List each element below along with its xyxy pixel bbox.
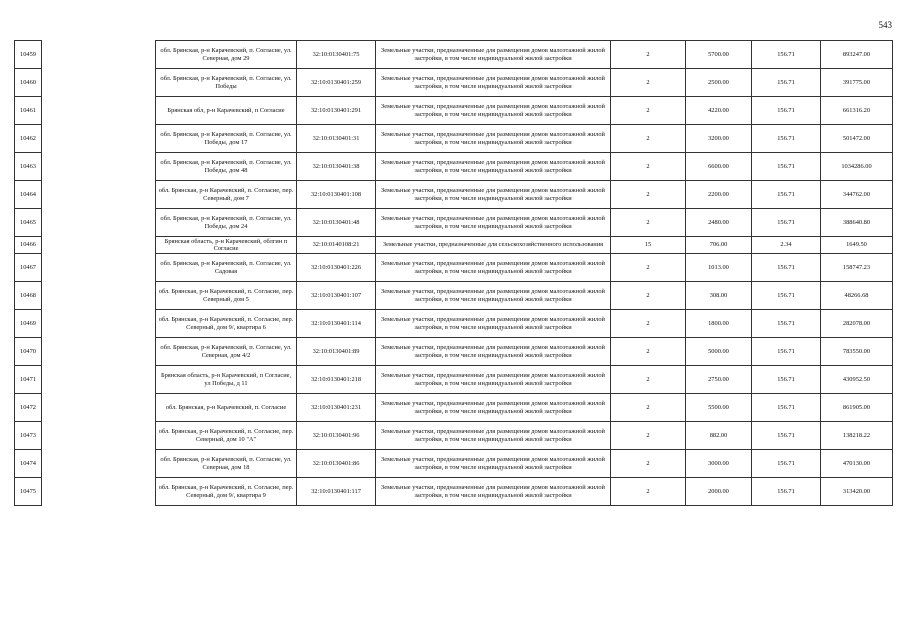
spacer-cell xyxy=(42,422,156,450)
land-purpose-cell: Земельные участки, предназначенные для размещения домов малоэтажной жилой застройки, в том числе индивидуальной жилой застройки xyxy=(376,41,611,69)
spacer-cell xyxy=(42,181,156,209)
record-number: 10468 xyxy=(15,282,42,310)
cadastral-number-cell: 32:10:0130401:218 xyxy=(297,366,376,394)
record-number: 10465 xyxy=(15,209,42,237)
area-cell: 2750.00 xyxy=(686,366,752,394)
cadastral-value-cell: 388640.80 xyxy=(821,209,893,237)
cadastral-number-cell: 32:10:0130401:96 xyxy=(297,422,376,450)
area-cell: 5000.00 xyxy=(686,338,752,366)
record-number: 10462 xyxy=(15,125,42,153)
land-purpose-cell: Земельные участки, предназначенные для размещения домов малоэтажной жилой застройки, в том числе индивидуальной жилой застройки xyxy=(376,69,611,97)
spacer-cell xyxy=(42,338,156,366)
cadastral-number-cell: 32:10:0130401:48 xyxy=(297,209,376,237)
cadastral-number-cell: 32:10:0130401:291 xyxy=(297,97,376,125)
area-cell: 5500.00 xyxy=(686,394,752,422)
spacer-cell xyxy=(42,209,156,237)
table-row xyxy=(15,181,893,209)
record-number: 10470 xyxy=(15,338,42,366)
land-purpose-cell: Земельные участки, предназначенные для размещения домов малоэтажной жилой застройки, в том числе индивидуальной жилой застройки xyxy=(376,97,611,125)
land-registry-table xyxy=(14,40,893,506)
group-cell: 2 xyxy=(611,282,686,310)
spacer-cell xyxy=(42,97,156,125)
cadastral-value-cell: 391775.00 xyxy=(821,69,893,97)
land-purpose-cell: Земельные участки, предназначенные для размещения домов малоэтажной жилой застройки, в том числе индивидуальной жилой застройки xyxy=(376,254,611,282)
spacer-cell xyxy=(42,254,156,282)
table-row xyxy=(15,69,893,97)
cadastral-number-cell: 32:10:0130401:226 xyxy=(297,254,376,282)
group-cell: 2 xyxy=(611,69,686,97)
table-row xyxy=(15,338,893,366)
area-cell: 5700.00 xyxy=(686,41,752,69)
rate-cell: 156.71 xyxy=(752,209,821,237)
spacer-cell xyxy=(42,153,156,181)
area-cell: 6600.00 xyxy=(686,153,752,181)
cadastral-value-cell: 313420.00 xyxy=(821,478,893,506)
address-cell: Брянская область, р-н Карачевский, п Согласие, ул Победы, д 11 xyxy=(156,366,297,394)
cadastral-value-cell: 661316.20 xyxy=(821,97,893,125)
cadastral-value-cell: 344762.00 xyxy=(821,181,893,209)
record-number: 10471 xyxy=(15,366,42,394)
registry-body xyxy=(15,41,893,506)
page-number: 543 xyxy=(878,20,892,30)
area-cell: 4220.00 xyxy=(686,97,752,125)
spacer-cell xyxy=(42,237,156,254)
address-cell: обл. Брянская, р-н Карачевский, п. Согласие, пер. Северный, дом 10 "А" xyxy=(156,422,297,450)
rate-cell: 156.71 xyxy=(752,394,821,422)
address-cell: обл. Брянская, р-н Карачевский, п. Согласие, пер. Северный, дом 9/, квартира 9 xyxy=(156,478,297,506)
area-cell: 1800.00 xyxy=(686,310,752,338)
group-cell: 2 xyxy=(611,366,686,394)
cadastral-value-cell: 861905.00 xyxy=(821,394,893,422)
rate-cell: 156.71 xyxy=(752,125,821,153)
address-cell: обл. Брянская, р-н Карачевский, п. Согласие, пер. Северный, дом 9/, квартира 6 xyxy=(156,310,297,338)
address-cell: обл. Брянская, р-н Карачевский, п. Согласие, ул. Северная, дом 4/2 xyxy=(156,338,297,366)
land-purpose-cell: Земельные участки, предназначенные для размещения домов малоэтажной жилой застройки, в том числе индивидуальной жилой застройки xyxy=(376,338,611,366)
record-number: 10460 xyxy=(15,69,42,97)
rate-cell: 156.71 xyxy=(752,450,821,478)
address-cell: Брянская обл, р-н Карачевский, п Согласие xyxy=(156,97,297,125)
group-cell: 2 xyxy=(611,153,686,181)
record-number: 10459 xyxy=(15,41,42,69)
group-cell: 15 xyxy=(611,237,686,254)
spacer-cell xyxy=(42,125,156,153)
area-cell: 308.00 xyxy=(686,282,752,310)
cadastral-number-cell: 32:10:0130401:231 xyxy=(297,394,376,422)
table-row xyxy=(15,237,893,254)
record-number: 10474 xyxy=(15,450,42,478)
spacer-cell xyxy=(42,282,156,310)
group-cell: 2 xyxy=(611,181,686,209)
record-number: 10463 xyxy=(15,153,42,181)
cadastral-number-cell: 32:10:0130401:86 xyxy=(297,450,376,478)
land-purpose-cell: Земельные участки, предназначенные для размещения домов малоэтажной жилой застройки, в том числе индивидуальной жилой застройки xyxy=(376,478,611,506)
spacer-cell xyxy=(42,450,156,478)
cadastral-number-cell: 32:10:0130401:108 xyxy=(297,181,376,209)
land-purpose-cell: Земельные участки, предназначенные для размещения домов малоэтажной жилой застройки, в том числе индивидуальной жилой застройки xyxy=(376,153,611,181)
record-number: 10461 xyxy=(15,97,42,125)
area-cell: 3000.00 xyxy=(686,450,752,478)
area-cell: 2200.00 xyxy=(686,181,752,209)
rate-cell: 156.71 xyxy=(752,181,821,209)
rate-cell: 156.71 xyxy=(752,153,821,181)
group-cell: 2 xyxy=(611,254,686,282)
area-cell: 1013.00 xyxy=(686,254,752,282)
land-purpose-cell: Земельные участки, предназначенные для размещения домов малоэтажной жилой застройки, в том числе индивидуальной жилой застройки xyxy=(376,125,611,153)
rate-cell: 156.71 xyxy=(752,478,821,506)
area-cell: 882.00 xyxy=(686,422,752,450)
address-cell: обл. Брянская, р-н Карачевский, п. Согласие, ул. Северная, дом 29 xyxy=(156,41,297,69)
cadastral-value-cell: 893247.00 xyxy=(821,41,893,69)
land-purpose-cell: Земельные участки, предназначенные для размещения домов малоэтажной жилой застройки, в том числе индивидуальной жилой застройки xyxy=(376,310,611,338)
rate-cell: 156.71 xyxy=(752,282,821,310)
cadastral-number-cell: 32:10:0130401:38 xyxy=(297,153,376,181)
group-cell: 2 xyxy=(611,450,686,478)
address-cell: обл. Брянская, р-н Карачевский, п. Согласие xyxy=(156,394,297,422)
cadastral-number-cell: 32:10:0140108:21 xyxy=(297,237,376,254)
table-row xyxy=(15,422,893,450)
address-cell: обл. Брянская, р-н Карачевский, п. Согласие, ул. Победы, дом 24 xyxy=(156,209,297,237)
area-cell: 2000.00 xyxy=(686,478,752,506)
table-row xyxy=(15,97,893,125)
address-cell: обл. Брянская, р-н Карачевский, п. Согласие, ул. Победы xyxy=(156,69,297,97)
table-row xyxy=(15,394,893,422)
land-purpose-cell: Земельные участки, предназначенные для размещения домов малоэтажной жилой застройки, в том числе индивидуальной жилой застройки xyxy=(376,422,611,450)
table-row xyxy=(15,254,893,282)
cadastral-value-cell: 138218.22 xyxy=(821,422,893,450)
spacer-cell xyxy=(42,366,156,394)
cadastral-value-cell: 1034286.00 xyxy=(821,153,893,181)
spacer-cell xyxy=(42,394,156,422)
table-row xyxy=(15,125,893,153)
spacer-cell xyxy=(42,310,156,338)
group-cell: 2 xyxy=(611,41,686,69)
cadastral-value-cell: 430952.50 xyxy=(821,366,893,394)
area-cell: 706.00 xyxy=(686,237,752,254)
land-purpose-cell: Земельные участки, предназначенные для размещения домов малоэтажной жилой застройки, в том числе индивидуальной жилой застройки xyxy=(376,366,611,394)
record-number: 10469 xyxy=(15,310,42,338)
table-row xyxy=(15,478,893,506)
rate-cell: 156.71 xyxy=(752,338,821,366)
table-row xyxy=(15,450,893,478)
record-number: 10473 xyxy=(15,422,42,450)
cadastral-number-cell: 32:10:0130401:114 xyxy=(297,310,376,338)
cadastral-number-cell: 32:10:0130401:107 xyxy=(297,282,376,310)
spacer-cell xyxy=(42,41,156,69)
land-purpose-cell: Земельные участки, предназначенные для размещения домов малоэтажной жилой застройки, в том числе индивидуальной жилой застройки xyxy=(376,394,611,422)
area-cell: 2480.00 xyxy=(686,209,752,237)
cadastral-number-cell: 32:10:0130401:117 xyxy=(297,478,376,506)
group-cell: 2 xyxy=(611,97,686,125)
address-cell: обл. Брянская, р-н Карачевский, п. Согласие, пер. Северный, дом 7 xyxy=(156,181,297,209)
spacer-cell xyxy=(42,69,156,97)
table-row xyxy=(15,41,893,69)
group-cell: 2 xyxy=(611,478,686,506)
rate-cell: 156.71 xyxy=(752,69,821,97)
address-cell: обл. Брянская, р-н Карачевский, п. Согласие, ул. Северная, дом 18 xyxy=(156,450,297,478)
rate-cell: 156.71 xyxy=(752,366,821,394)
cadastral-value-cell: 282078.00 xyxy=(821,310,893,338)
table-row xyxy=(15,282,893,310)
rate-cell: 156.71 xyxy=(752,310,821,338)
rate-cell: 2.34 xyxy=(752,237,821,254)
group-cell: 2 xyxy=(611,310,686,338)
table-row xyxy=(15,153,893,181)
land-purpose-cell: Земельные участки, предназначенные для сельскохозяйственного использования xyxy=(376,237,611,254)
spacer-cell xyxy=(42,478,156,506)
group-cell: 2 xyxy=(611,422,686,450)
address-cell: обл. Брянская, р-н Карачевский, п. Согласие, ул. Победы, дом 48 xyxy=(156,153,297,181)
address-cell: обл. Брянская, р-н Карачевский, п. Согласие, ул. Победы, дом 17 xyxy=(156,125,297,153)
cadastral-value-cell: 783550.00 xyxy=(821,338,893,366)
rate-cell: 156.71 xyxy=(752,41,821,69)
rate-cell: 156.71 xyxy=(752,422,821,450)
record-number: 10472 xyxy=(15,394,42,422)
record-number: 10464 xyxy=(15,181,42,209)
group-cell: 2 xyxy=(611,338,686,366)
record-number: 10466 xyxy=(15,237,42,254)
address-cell: Брянская область, р-н Карачевский, облгин п Согласие xyxy=(156,237,297,254)
cadastral-number-cell: 32:10:0130401:89 xyxy=(297,338,376,366)
table-row xyxy=(15,209,893,237)
rate-cell: 156.71 xyxy=(752,97,821,125)
area-cell: 2500.00 xyxy=(686,69,752,97)
cadastral-value-cell: 48266.68 xyxy=(821,282,893,310)
record-number: 10475 xyxy=(15,478,42,506)
land-purpose-cell: Земельные участки, предназначенные для размещения домов малоэтажной жилой застройки, в том числе индивидуальной жилой застройки xyxy=(376,450,611,478)
address-cell: обл. Брянская, р-н Карачевский, п. Согласие, ул. Садовая xyxy=(156,254,297,282)
rate-cell: 156.71 xyxy=(752,254,821,282)
group-cell: 2 xyxy=(611,209,686,237)
cadastral-value-cell: 470130.00 xyxy=(821,450,893,478)
cadastral-number-cell: 32:10:0130401:259 xyxy=(297,69,376,97)
area-cell: 3200.00 xyxy=(686,125,752,153)
cadastral-number-cell: 32:10:0130401:75 xyxy=(297,41,376,69)
land-purpose-cell: Земельные участки, предназначенные для размещения домов малоэтажной жилой застройки, в том числе индивидуальной жилой застройки xyxy=(376,181,611,209)
group-cell: 2 xyxy=(611,125,686,153)
group-cell: 2 xyxy=(611,394,686,422)
land-purpose-cell: Земельные участки, предназначенные для размещения домов малоэтажной жилой застройки, в том числе индивидуальной жилой застройки xyxy=(376,282,611,310)
land-purpose-cell: Земельные участки, предназначенные для размещения домов малоэтажной жилой застройки, в том числе индивидуальной жилой застройки xyxy=(376,209,611,237)
cadastral-value-cell: 1649.50 xyxy=(821,237,893,254)
cadastral-value-cell: 501472.00 xyxy=(821,125,893,153)
table-row xyxy=(15,366,893,394)
cadastral-value-cell: 158747.23 xyxy=(821,254,893,282)
record-number: 10467 xyxy=(15,254,42,282)
address-cell: обл. Брянская, р-н Карачевский, п. Согласие, пер. Северный, дом 5 xyxy=(156,282,297,310)
table-row xyxy=(15,310,893,338)
cadastral-number-cell: 32:10:0130401:31 xyxy=(297,125,376,153)
